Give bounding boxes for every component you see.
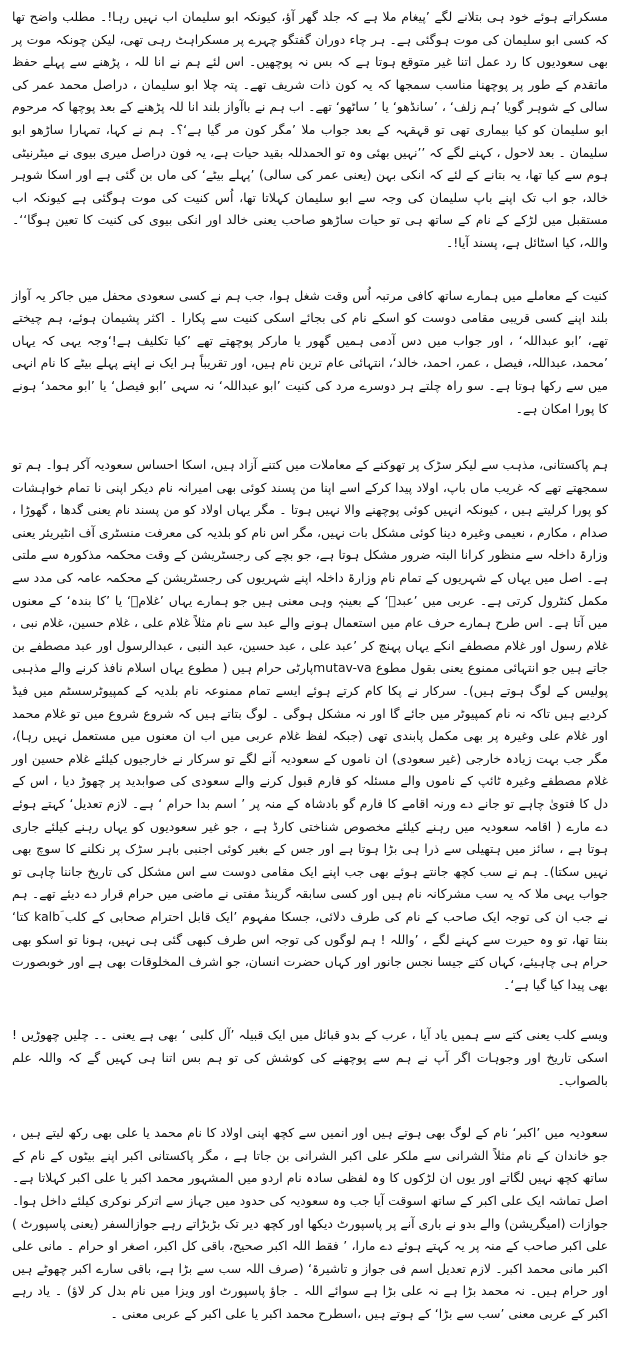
paragraph-gap xyxy=(12,420,608,454)
paragraph-kunya-confusion: کنیت کے معاملے میں ہمارے ساتھ کافی مرتبہ اُس وقت شغل ہوا، جب ہم نے کسی سعودی محفل میں جاکر یہ آواز بلند اپنے کسی قریبی مقامی دوست کو اسکے نام کی بجائے اسکی کنیت سے پکارا ۔ اکثر پشیمان ہوئے، ہم چیختے تھے، ’ابو عبداللہ‘ ، اور جواب میں دس آدمی ہمیں گھور یا مارکر پوچھتے تھے ’کیا تکلیف ہے!‘وجہ یہی کہ یہاں ’محمد، عبداللہ، فیصل ، عمر، احمد، خالد‘، انتہائی عام ترین نام ہیں، اور تقریباً ہر ایک نے اپنے پہلے بیٹے کا نام انہی میں سے رکھا ہوتا ہے۔ سو راہ چلتے ہر دوسرے مرد کی کنیت ’ابو عبداللہ‘ نہ سہی ’ابو فیصل‘ یا ’ابو محمد‘ ہونے کا پورا امکان ہے۔ xyxy=(12,287,608,416)
paragraph-kunya-birth-news: مسکراتے ہوئے خود ہی بتلانے لگے ’پیغام ملا ہے کہ جلد گھر آؤ، کیونکہ ابو سلیمان اب نہیں رہا!۔ مطلب واضح تھا کہ کسی ابو سلیمان کی موت ہوگئی ہے۔ ہر چاء دوران گفتگو چہرے پر مسکراہٹ رہی تھی، لیکن چونکہ موت پر بھی سعودیوں کا رد عمل اتنا غیر متوقع ہوتا ہے کہ بس نہ پوچھیں۔ اس لئے ہم نے انا للہ ، پڑھنے سے پہلے حفظ ماتقدم کے طور پر پوچھنا مناسب سمجھا کہ یہ کون ذات شریف تھے۔ پتہ چلا ابو سلیمان ، دراصل محمد عمر کی سالی کے شوہر گویا ’ہم زلف‘ ، ’سانڈھو‘ یا ’ ساٹھو‘ تھے۔ اب ہم نے باآواز بلند انا للہ پڑھنے کے بعد پوچھا کہ مرحوم ابو سلیمان کو کیا بیماری تھی تو قہقہہ کے بعد جواب ملا ’مگر کون مر گیا ہے‘؟۔ ہم نے کہا، تمہارا ساڑھو ابو سلیمان ۔ بعد لاحول ، کہنے لگے کہ ’’نہیں بھئی وہ تو الحمدللہ بقید حیات ہے، یہ فون دراصل میری بیوی نے میٹرنیٹی ہوم سے کیا تھا، یہ بتانے کے لئے کہ انکی بہن (یعنی عمر کی سالی) ’پہلے بیٹے‘ کی ماں بن گئی ہے اور اسکا شوہر خالد، جو اب تک اپنے باپ سلیمان کی وجہ سے ابو سلیمان کہلاتا تھا، اُس کنیت کی موت ہوگئی ہے کیونکہ اب مستقبل میں لڑکے کے نام کے ساتھ ہی تو حیات ساڑھو صاحب یعنی خالد اور انکی بیوی کی کنیت کا تعین ہوگا‘‘۔واللہ، کیا اسٹائل ہے، پسند آیا!۔ xyxy=(12,9,608,250)
paragraph-gap xyxy=(12,255,608,285)
paragraph-akbar-names: سعودیہ میں ’اکبر‘ نام کے لوگ بھی ہوتے ہیں اور انمیں سے کچھ اپنی اولاد کا نام محمد یا علی بھی رکھ لیتے ہیں ، جو خاندان کے نام مثلاً الشرانی سے ملکر علی اکبر الشرانی بن جاتا ہے ، مگر پاکستانی اکبر اپنے بیٹوں کے نام کے ساتھ کچھ نہیں لگاتے اور یوں ان لڑکوں کا وہ لفظی سادہ نام اردو میں المشہور محمد اکبر یا علی اکبر کہلاتا ہے۔ اصل تماشہ ایک علی اکبر کے ساتھ اسوقت آیا جب وہ سعودیہ کی حدود میں جہاز سے اترکر نوکری کیلئے داخل ہوا۔ جوازات (امیگریشن) والے بدو نے باری آنے پر پاسپورٹ دیکھا اور کچھ دیر تک بڑبڑاتے رہے جوازالسفر (یعنی پاسپورٹ ) علی اکبر صاحب کے منہ پر یہ کہتے ہوئے دے مارا، ’ فقط اللہ اکبر صحیح، باقی کل اکبر، اصغر او حرام ۔ مانی علی اکبر مانی محمد اکبر۔ لازم تعدیل اسم فی جواز و تاشیرۃ‘ (صرف اللہ سب سے بڑا ہے، باقی سارے اکبر چھوٹے ہیں اور حرام ہیں۔ نہ محمد بڑا ہے نہ علی بڑا ہے سوائے اللہ ۔ جاؤ پاسپورٹ اور ویزا میں نام بدل کر لاؤ) ۔ یاد رہے اکبر کے عربی معنی ’سب سے بڑا‘ کے ہوتے ہیں ،اسطرح محمد اکبر یا علی اکبر کے عربی معنی ۔ xyxy=(12,1125,608,1321)
paragraph-gap xyxy=(12,1092,608,1122)
paragraph-gap xyxy=(12,996,608,1024)
paragraph-forbidden-names: ہم پاکستانی، مذہب سے لیکر سڑک پر تھوکنے کے معاملات میں کتنے آزاد ہیں، اسکا احساس سعودیہ آکر ہوا۔ ہم تو سمجھتے تھے کہ غریب ماں باپ، اولاد پیدا کرکے اسے اپنا من پسند کوئی بھی امیرانہ نام دیکر اپنی نا تمام خواہشات کو پورا کرلیتے ہیں ، کیونکہ انہیں کوئی پوچھنے والا نہیں ہوتا ۔ مگر یہاں اولاد کو من پسند نام یعنی گدھا ، گھوڑا ، صدام ، مکارم ، نعیمی وغیرہ دینا کوئی مشکل بات نہیں، مگر اس نام کو بلدیہ کی معرفت منسٹری آف انٹیریئر یعنی وزارۃ داخلہ سے منظور کرانا البتہ ضرور مشکل ہوتا ہے، جو بچے کی رجسٹریشن کے وقت محکمہ مذکورہ سے ملتی ہے۔ اصل میں یہاں کے شہریوں کے تمام نام وزارۃ داخلہ اپنے شہریوں کی رجسٹریشن کے محکمہ عامہ کی مدد سے مکمل کنٹرول کرتی ہے۔ عربی میں ’عبدؔ‘ کے بعینہٖ وہی معنی ہیں جو ہمارے یہاں ’غلامؔ‘ یا ’کا بندہ‘ کے معنوں میں آتا ہے۔ اس طرح ہمارے حرف عام میں استعمال ہونے والے عبد سے نام مثلاً غلام علی ، غلام حسین، غلام نبی ، غلام رسول اور غلام مصطفے انکے یہاں پہنچ کر ’عبد علی ، عبد حسین، عبد النبی ، عبدالرسول اور عبد مصطفے بن جاتے ہیں جو انتہائی ممنوع یعنی بقول مطوع mutav-vaپارٹی حرام ہیں ( مطوع یہاں اسلام نافذ کرنے والے مذہبی پولیس کے لوگ ہوتے ہیں)۔ سرکار نے پکا کام کرتے ہوئے ایسے تمام ممنوعہ نام بلدیہ کے کمپیوٹرسسٹم میں فیڈ کردیے ہیں تاکہ نہ نام کمپیوٹر میں جائے گا اور نہ مشکل ہوگی ۔ لوگ بتاتے ہیں کہ شروع شروع میں تو غلام محمد اور غلام علی وغیرہ پر بھی مکمل پابندی تھی (جبکہ لفظ غلام عربی میں اب ان معنوں میں مستعمل نہیں رہا)، مگر جب بہت زیادہ خارجی (غیر سعودی) ان ناموں کے سعودیہ آنے لگے تو سرکار نے خارجیوں کیلئے غلام حسین اور غلام مصطفے وغیرہ ٹائپ کے ناموں والے مسئلہ کو فارم قبول کرنے والے سعودی کی صوابدید پر چھوڑ دیا ، اس کے دل کا فتویٰ چاہے تو جانے دے ورنہ اقامے کا فارم گو بادشاہ کے منہ پر ’ اسم بدا حرام ‘ ہے۔ لازم تعدیل‘ کہتے ہوئے دے مارے ( اقامہ سعودیہ میں رہنے کیلئے مخصوص شناختی کارڈ ہے ، جو غیر سعودیوں کو یہاں رہنے کیلئے جاری ہوتا ہے ، سائز میں ہتھیلی سے ذرا ہی بڑا ہوتا ہے اور جس کے بغیر کوئی اجنبی باہر سڑک پر نکلنے کا سوچ بھی نہیں سکتا)۔ ہم نے سب کچھ جانتے ہوئے بھی جب اپنے ایک مقامی دوست سے اس مشکل کی تاریخ جاننا چاہی تو جواب یہی ملا کہ یہ سب مشرکانہ نام ہیں اور کسی سابقہ گرینڈ مفتی نے ماضی میں حرام قرار دے دیئے تھے۔ ہم نے جب ان کی توجہ ایک صاحب کے نام کی طرف دلائی، جسکا مفہوم ’ایک قابل احترام صحابی کے کلب kalbؔ کتا‘ بنتا تھا، تو وہ حیرت سے کہنے لگے ، ’واللہ ! ہم لوگوں کی توجہ اس طرف کبھی گئی ہی نہیں، ہونا تو اسکو بھی حرام ہی چاہیئے، کہاں کتے جیسا نجس جانور اور کہاں حضرت انسان، جو اشرف المخلوقات بھی ہے اور خوبصورت بھی پیدا کیا گیا ہے‘۔ xyxy=(12,457,608,992)
paragraph-kalb-tribe: ویسے کلب یعنی کتے سے ہمیں یاد آیا ، عرب کے بدو قبائل میں ایک قبیلہ ’آل کلبی ‘ بھی ہے یعنی ۔۔ چلیں چھوڑیں ! اسکی تاریخ اور وجوہات اگر آپ نے ہم سے پوچھنے کی کوشش کی تو ہم بس اتنا ہی کہیں گے کہ واللہ علم بالصواب۔ xyxy=(12,1027,608,1088)
